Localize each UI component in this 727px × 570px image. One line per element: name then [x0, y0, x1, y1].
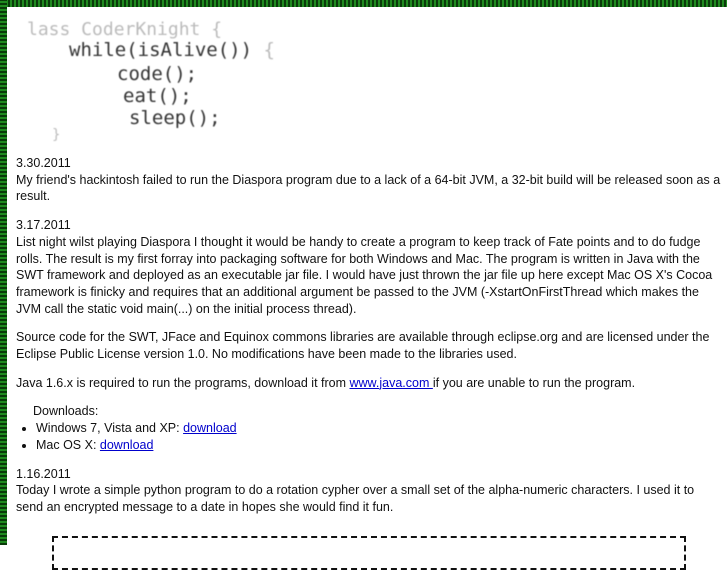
post-date: 3.17.2011: [16, 218, 71, 233]
download-item-mac: [36, 437, 721, 454]
post-date: 1.16.2011: [16, 466, 71, 481]
news-content: [16, 155, 721, 528]
post-text: List night wilst playing Diaspora I thought it would be handy to create a program to keep track of Fate points and to do fudge rolls. The result is my first forray into packaging software for both Windows and Mac. The program is written in Java with the SWT framework and deployed as an executable jar file. I would have just thrown the jar file up here except Mac OS X's Cocoa framework is finicky and requires that an additional argument be passed to the JVM (-XstartOnFirstThread which makes the JVM call the static void main(...) on the initial process thread).: [16, 234, 713, 316]
downloads-list: [16, 420, 721, 453]
encrypted-message-box: [52, 536, 686, 570]
post-text: Today I wrote a simple python program to do a rotation cypher over a small set of the alpha-numeric characters. I used it to send an encrypted message to a date in hopes she would find it fun.: [16, 483, 695, 514]
left-border: [0, 0, 7, 545]
top-border: [0, 0, 727, 7]
header-code-image: [7, 7, 307, 147]
java-requirement: [16, 375, 721, 392]
download-label: Mac OS X:: [36, 437, 100, 452]
download-item-windows: [36, 420, 721, 437]
code-line: sleep();: [129, 107, 221, 129]
downloads-label: Downloads:: [33, 404, 99, 419]
code-line: eat();: [123, 85, 192, 107]
post-text: My friend's hackintosh failed to run the Diaspora program due to a lack of a 64-bit JVM, a 32-bit build will be released soon as a result.: [16, 172, 721, 204]
java-link[interactable]: www.java.com: [349, 375, 433, 390]
java-text: if you are unable to run the program.: [432, 375, 636, 390]
code-line: code();: [117, 63, 198, 85]
code-line: [69, 39, 275, 61]
code-brace: {: [263, 39, 275, 61]
code-line: lass CoderKnight {: [27, 19, 223, 40]
post-text: Source code for the SWT, JFace and Equinox commons libraries are available through eclipse.org and are licensed under the Eclipse Public License version 1.0. No modifications have been made to the libraries used.: [16, 330, 710, 362]
post-date: 3.30.2011: [16, 156, 71, 170]
code-line: }: [52, 127, 61, 143]
download-windows-link[interactable]: download: [183, 421, 237, 436]
download-label: Windows 7, Vista and XP:: [36, 421, 184, 436]
java-text: Java 1.6.x is required to run the programs, download it from: [16, 375, 350, 390]
download-mac-link[interactable]: download: [99, 437, 154, 452]
code-text: while(isAlive()): [69, 39, 264, 61]
